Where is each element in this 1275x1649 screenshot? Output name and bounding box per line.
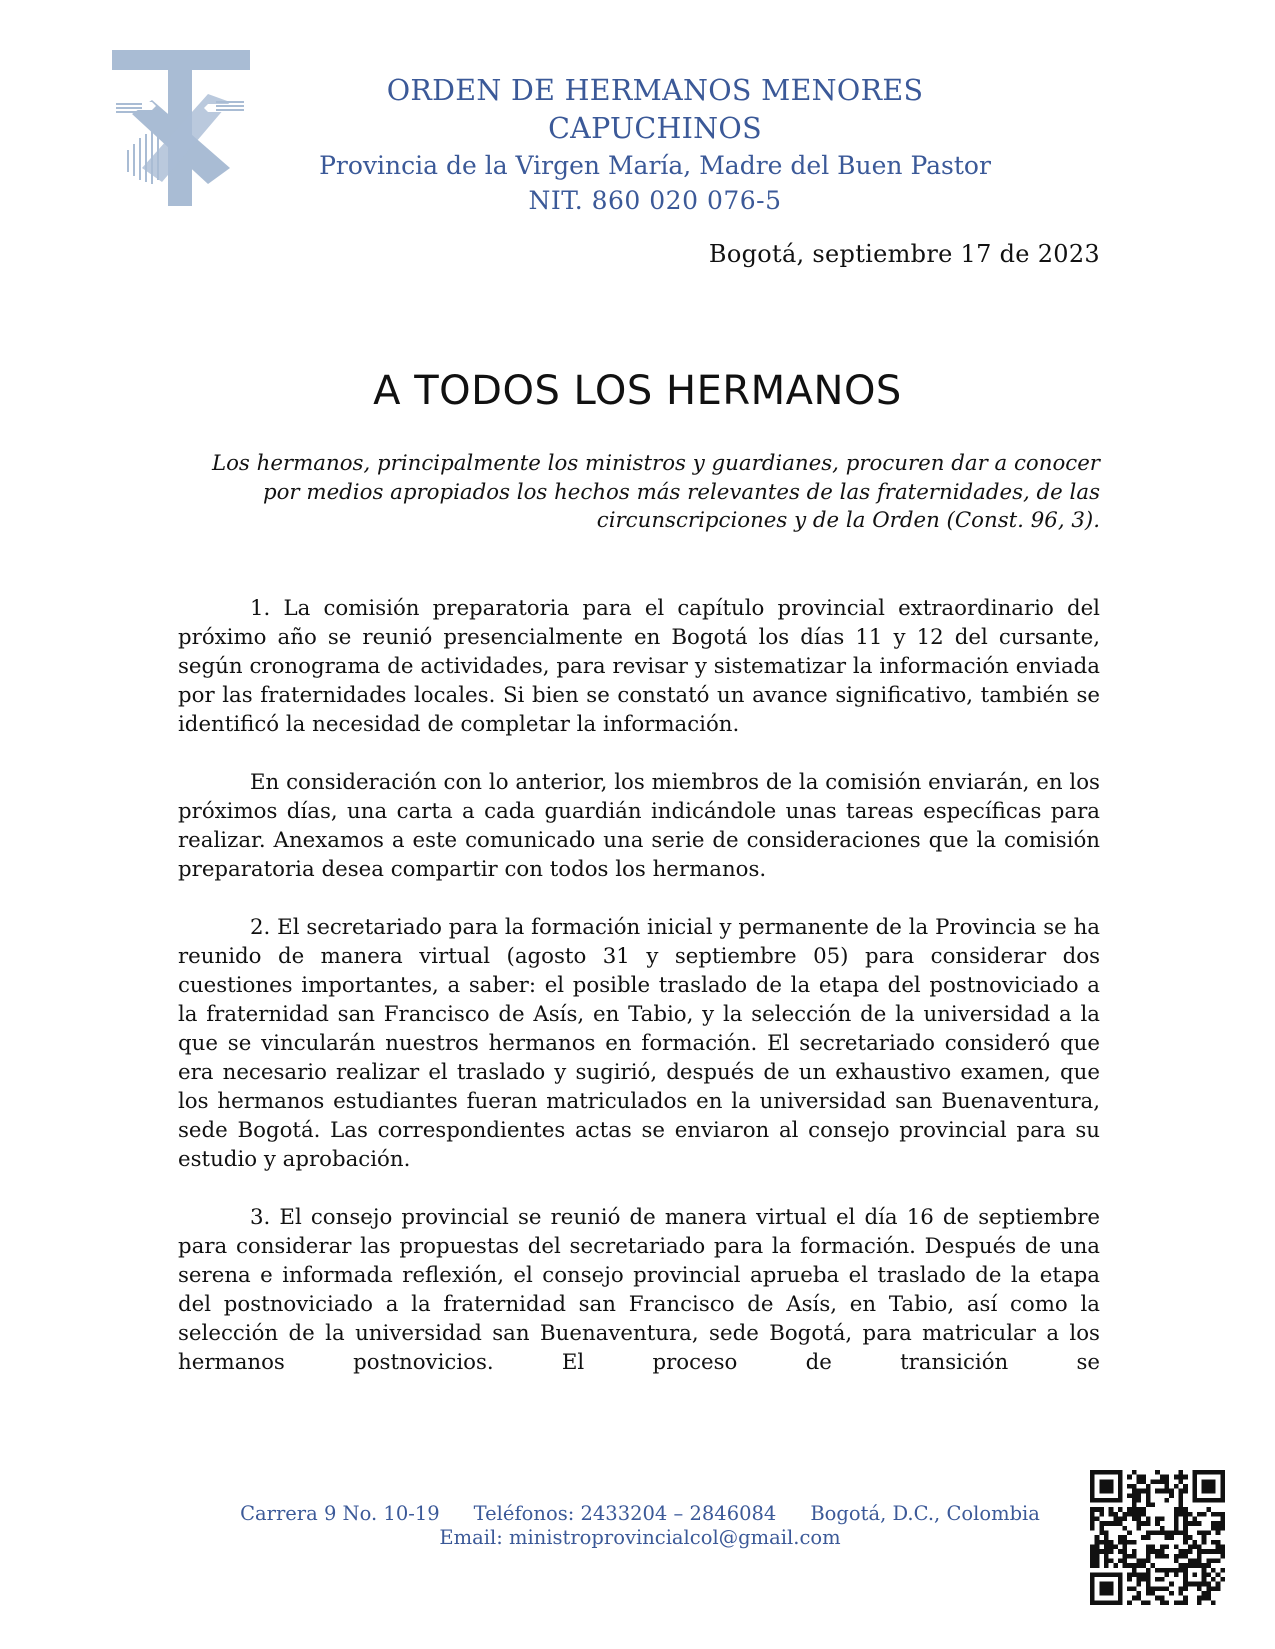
- epigraph-quote: Los hermanos, principalmente los ministros y guardianes, procuren dar a conocer por medios apropiados los hechos más relevantes de las fraternidades, de las circunscripciones y de la Orden (Const. 96, 3).: [211, 451, 1100, 533]
- letter-footer: [180, 1502, 1100, 1550]
- footer-email: Email: ministroprovincialcol@gmail.com: [439, 1526, 841, 1549]
- footer-address: Carrera 9 No. 10-19: [240, 1502, 440, 1525]
- letter-date: Bogotá, septiembre 17 de 2023: [708, 240, 1100, 268]
- letter-body: [178, 594, 1100, 1406]
- franciscan-tau-cross-icon: [112, 50, 250, 208]
- paragraph-1: 1. La comisión preparatoria para el capítulo provincial extraordinario del próximo año se reunió presencialmente en Bogotá los días 11 y 12 del cursante, según cronograma de actividades, para revisar y sistematizar la información enviada por las fraternidades locales. Si bien se constató un avance significativo, también se identificó la necesidad de completar la información.: [178, 596, 1100, 737]
- paragraph-3: 2. El secretariado para la formación inicial y permanente de la Provincia se ha reunido de manera virtual (agosto 31 y septiembre 05) para considerar dos cuestiones importantes, a saber: el posible traslado de la etapa del postnoviciado a la fraternidad san Francisco de Asís, en Tabio, y la selección de la universidad a la que se vincularán nuestros hermanos en formación. El secretariado consideró que era necesario realizar el traslado y sugirió, después de un exhaustivo examen, que los hermanos estudiantes fueran matriculados en la universidad san Buenaventura, sede Bogotá. Las correspondientes actas se enviaron al consejo provincial para su estudio y aprobación.: [178, 915, 1100, 1172]
- qr-code-icon: [1090, 1470, 1225, 1605]
- paragraph-4: 3. El consejo provincial se reunió de manera virtual el día 16 de septiembre para considerar las propuestas del secretariado para la formación. Después de una serena e informada reflexión, el consejo provincial aprueba el traslado de la etapa del postnoviciado a la fraternidad san Francisco de Asís, en Tabio, así como la selección de la universidad san Buenaventura, sede Bogotá, para matricular a los hermanos postnovicios. El proceso de transición se: [178, 1205, 1100, 1375]
- footer-city: Bogotá, D.C., Colombia: [810, 1502, 1040, 1525]
- paragraph-2: En consideración con lo anterior, los miembros de la comisión enviarán, en los próximos días, una carta a cada guardián indicándole unas tareas específicas para realizar. Anexamos a este comunicado una serie de consideraciones que la comisión preparatoria desea compartir con todos los hermanos.: [178, 770, 1100, 882]
- nit-number: NIT. 860 020 076-5: [528, 186, 782, 215]
- province-name: Provincia de la Virgen María, Madre del Buen Pastor: [319, 151, 991, 180]
- footer-contact-line: [180, 1502, 1100, 1526]
- footer-phones: Teléfonos: 2433204 – 2846084: [473, 1502, 777, 1525]
- letterhead: [285, 72, 1025, 218]
- org-name: ORDEN DE HERMANOS MENORES CAPUCHINOS: [386, 74, 924, 145]
- letter-title: A TODOS LOS HERMANOS: [373, 368, 902, 414]
